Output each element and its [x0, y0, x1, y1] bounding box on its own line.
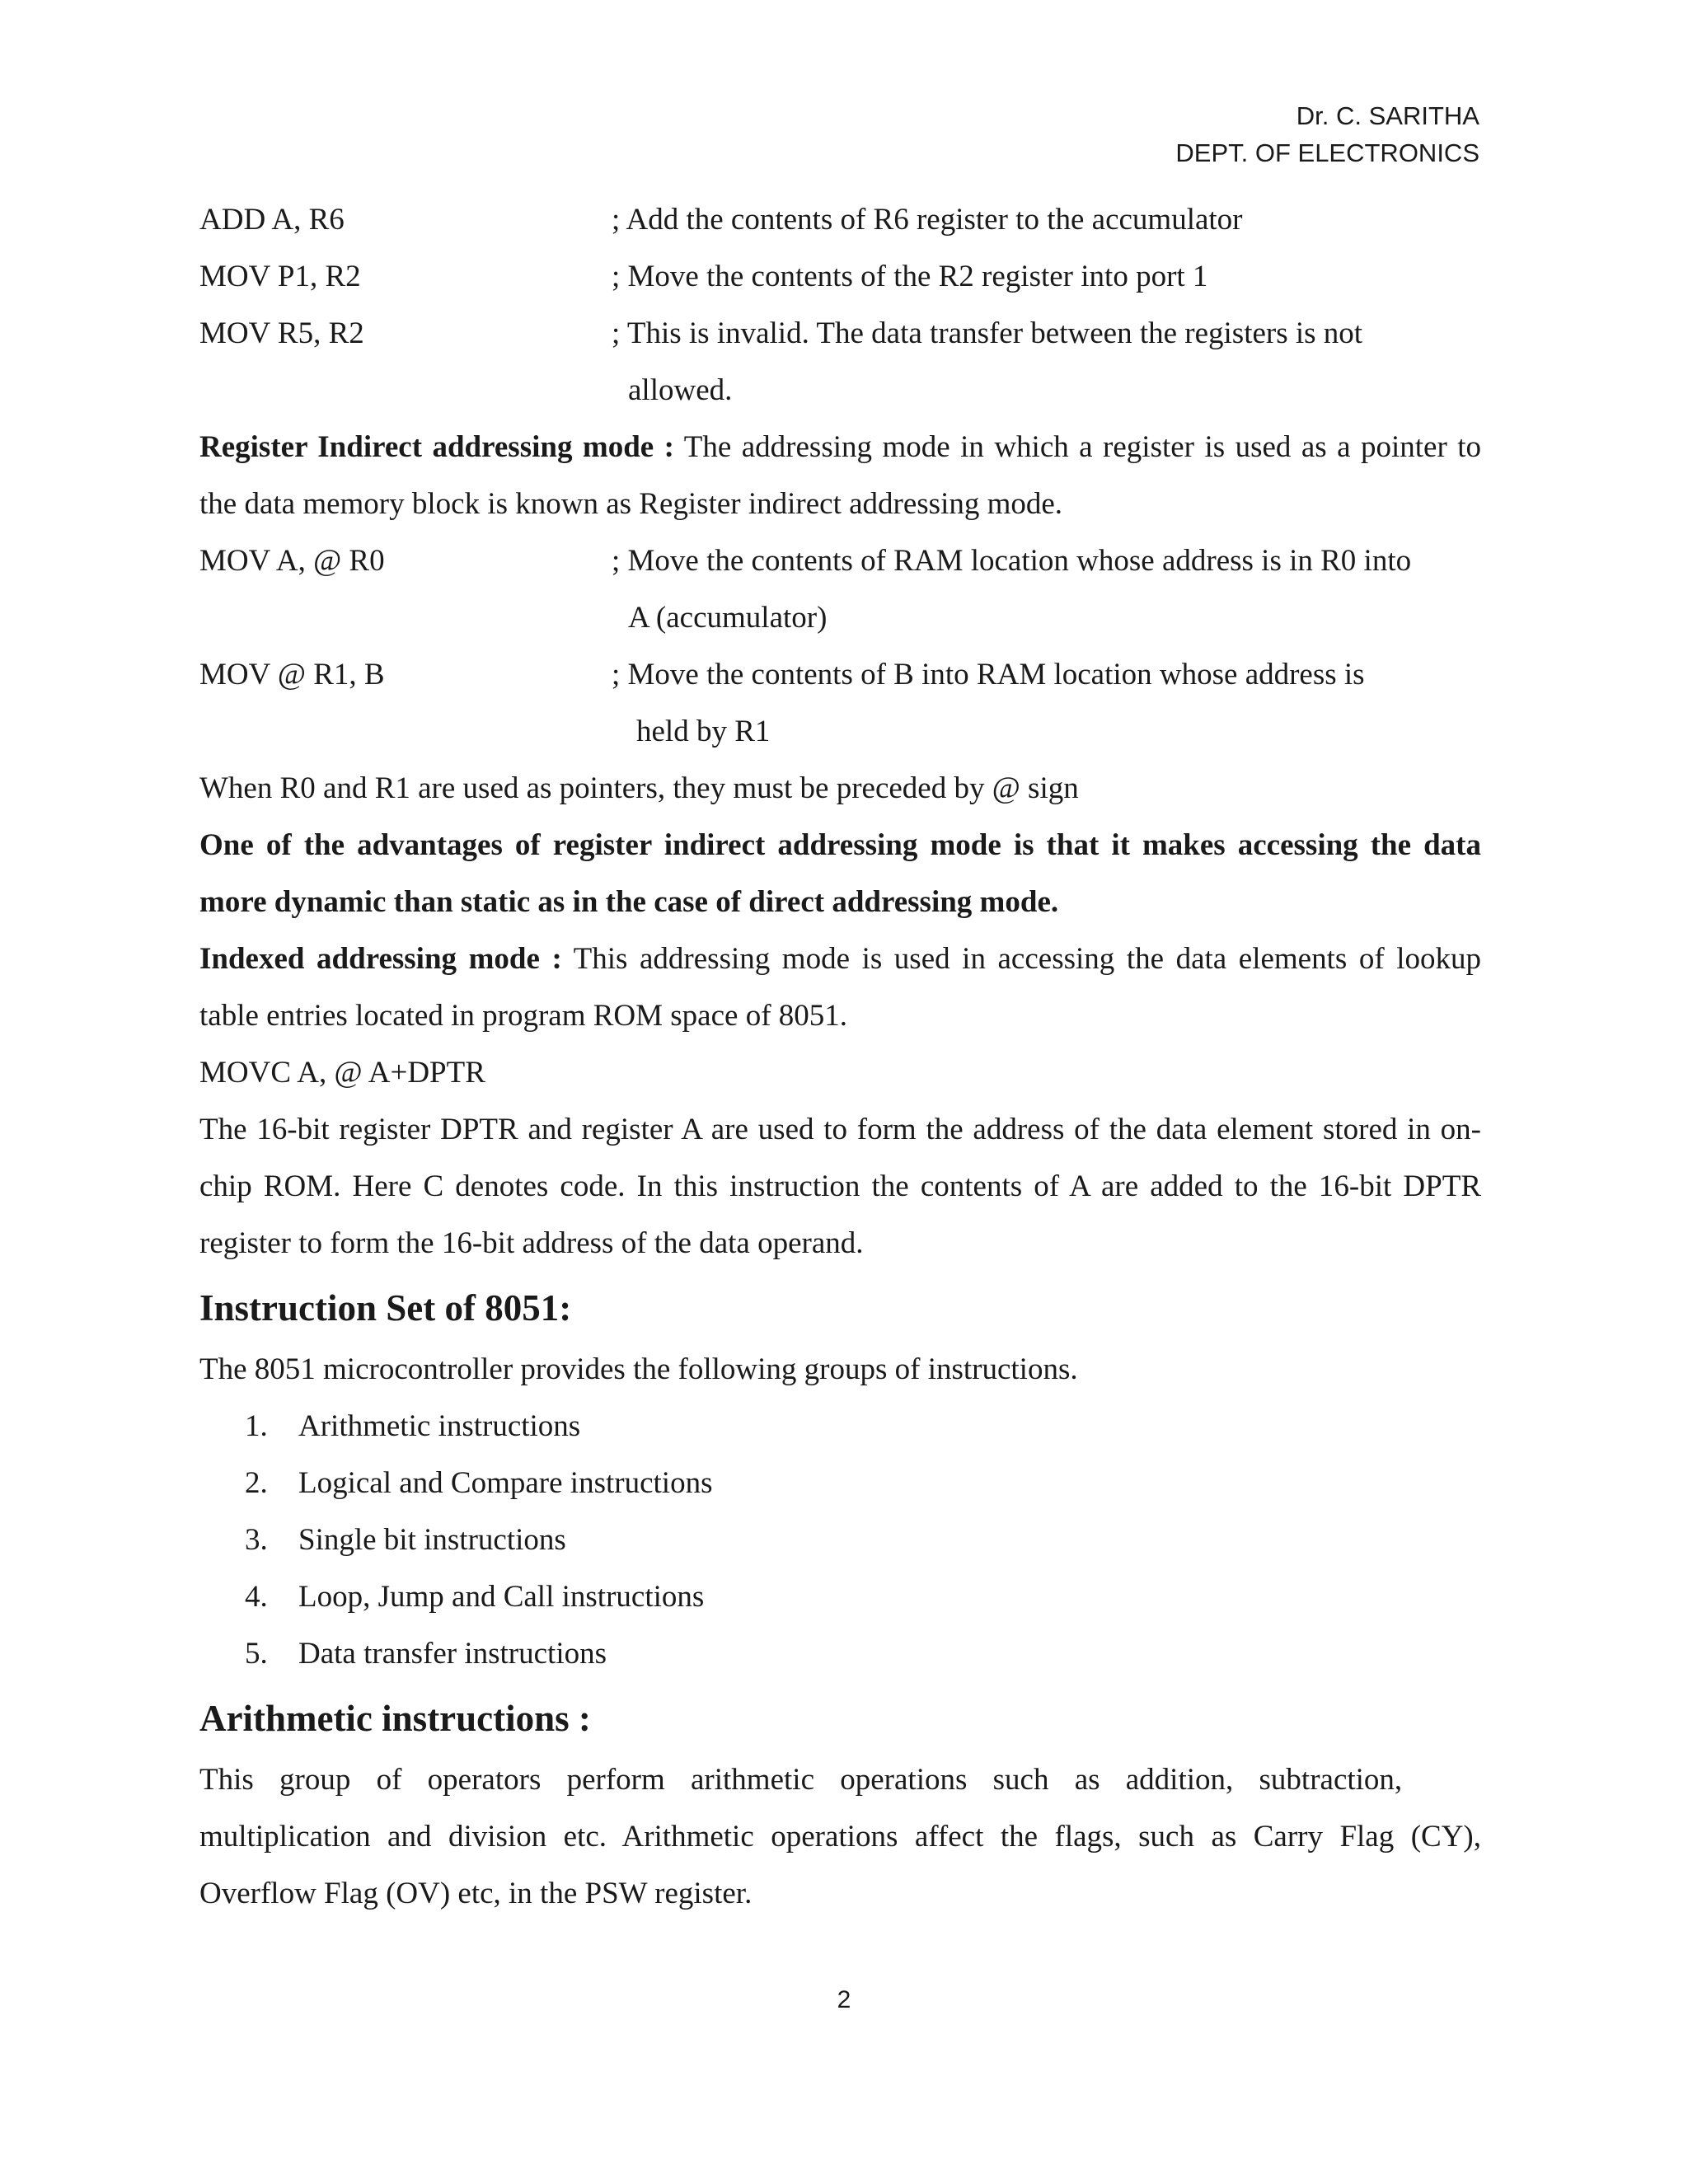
code-comment: ; Add the contents of R6 register to the accumulator — [612, 203, 1243, 237]
department-name: DEPT. OF ELECTRONICS — [1175, 138, 1479, 167]
page-number: 2 — [837, 1986, 851, 2013]
code-comment: ; Move the contents of B into RAM location whose address is — [612, 658, 1365, 691]
list-item — [199, 1511, 1481, 1568]
code-comment: ; Move the contents of the R2 register into port 1 — [612, 260, 1208, 293]
code-instruction: MOV A, @ R0 — [199, 544, 385, 578]
code-comment-continuation: held by R1 — [636, 715, 771, 748]
code-example-row — [199, 305, 1481, 362]
indexed-explanation: The 16-bit register DPTR and register A are used to form the address of the data element stored in on-chip ROM. Here C denotes code. In this instruction the contents of A are added to the 16-bit DPTR register to form the 16-bit address of the data operand. — [199, 1113, 1481, 1260]
code-instruction: MOV @ R1, B — [199, 658, 385, 691]
list-item-number: 1. — [245, 1409, 268, 1443]
instruction-groups-list — [199, 1398, 1481, 1682]
instruction-set-heading: Instruction Set of 8051: — [199, 1287, 572, 1329]
pointer-note: When R0 and R1 are used as pointers, they must be preceded by @ sign — [199, 771, 1079, 805]
author-name: Dr. C. SARITHA — [1296, 101, 1479, 130]
list-item — [199, 1568, 1481, 1625]
list-item-number: 4. — [245, 1580, 268, 1614]
indexed-text: This addressing mode is used in accessing the data elements of lookup table entries located in program ROM space of 8051. — [199, 942, 1481, 1033]
list-item-number: 5. — [245, 1637, 268, 1671]
code-comment: ; This is invalid. The data transfer between the registers is not — [612, 316, 1363, 350]
advantage-statement: One of the advantages of register indirect addressing mode is that it makes accessing the data more dynamic than static as in the case of direct addressing mode. — [199, 828, 1481, 919]
list-item — [199, 1455, 1481, 1511]
code-instruction: ADD A, R6 — [199, 203, 345, 237]
code-instruction: MOV R5, R2 — [199, 316, 364, 350]
arithmetic-text-line1: This group of operators perform arithmetic operations such as addition, subtraction, — [199, 1763, 1403, 1797]
list-item-label: Single bit instructions — [298, 1523, 566, 1557]
code-comment: ; Move the contents of RAM location whose address is in R0 into — [612, 544, 1412, 578]
register-indirect-title: Register Indirect addressing mode : — [199, 430, 674, 464]
code-instruction: MOV P1, R2 — [199, 260, 361, 293]
code-example-row — [199, 646, 1481, 703]
list-item-label: Logical and Compare instructions — [298, 1466, 713, 1500]
arithmetic-heading: Arithmetic instructions : — [199, 1698, 591, 1739]
indexed-title: Indexed addressing mode : — [199, 942, 562, 976]
indexed-paragraph — [199, 930, 1481, 1044]
instruction-set-intro: The 8051 microcontroller provides the following groups of instructions. — [199, 1352, 1078, 1386]
list-item-label: Loop, Jump and Call instructions — [298, 1580, 705, 1614]
code-example-row — [199, 191, 1481, 248]
list-item-label: Arithmetic instructions — [298, 1409, 581, 1443]
page-header — [1175, 97, 1479, 171]
indexed-example: MOVC A, @ A+DPTR — [199, 1056, 485, 1090]
register-indirect-paragraph — [199, 419, 1481, 532]
list-item-number: 3. — [245, 1523, 268, 1557]
code-comment-continuation: allowed. — [628, 373, 733, 407]
code-example-row — [199, 248, 1481, 305]
code-example-row — [199, 532, 1481, 589]
register-indirect-text: The addressing mode in which a register is used as a pointer to the data memory block is known as Register indirect addressing mode. — [199, 430, 1482, 521]
document-body — [199, 191, 1481, 1922]
list-item-label: Data transfer instructions — [298, 1637, 607, 1671]
code-comment-continuation: A (accumulator) — [628, 601, 828, 635]
list-item-number: 2. — [245, 1466, 268, 1500]
list-item — [199, 1398, 1481, 1455]
list-item — [199, 1625, 1481, 1682]
arithmetic-text-rest: multiplication and division etc. Arithmetic operations affect the flags, such as Carry Flag (CY), Overflow Flag (OV) etc, in the PSW register. — [199, 1820, 1481, 1910]
